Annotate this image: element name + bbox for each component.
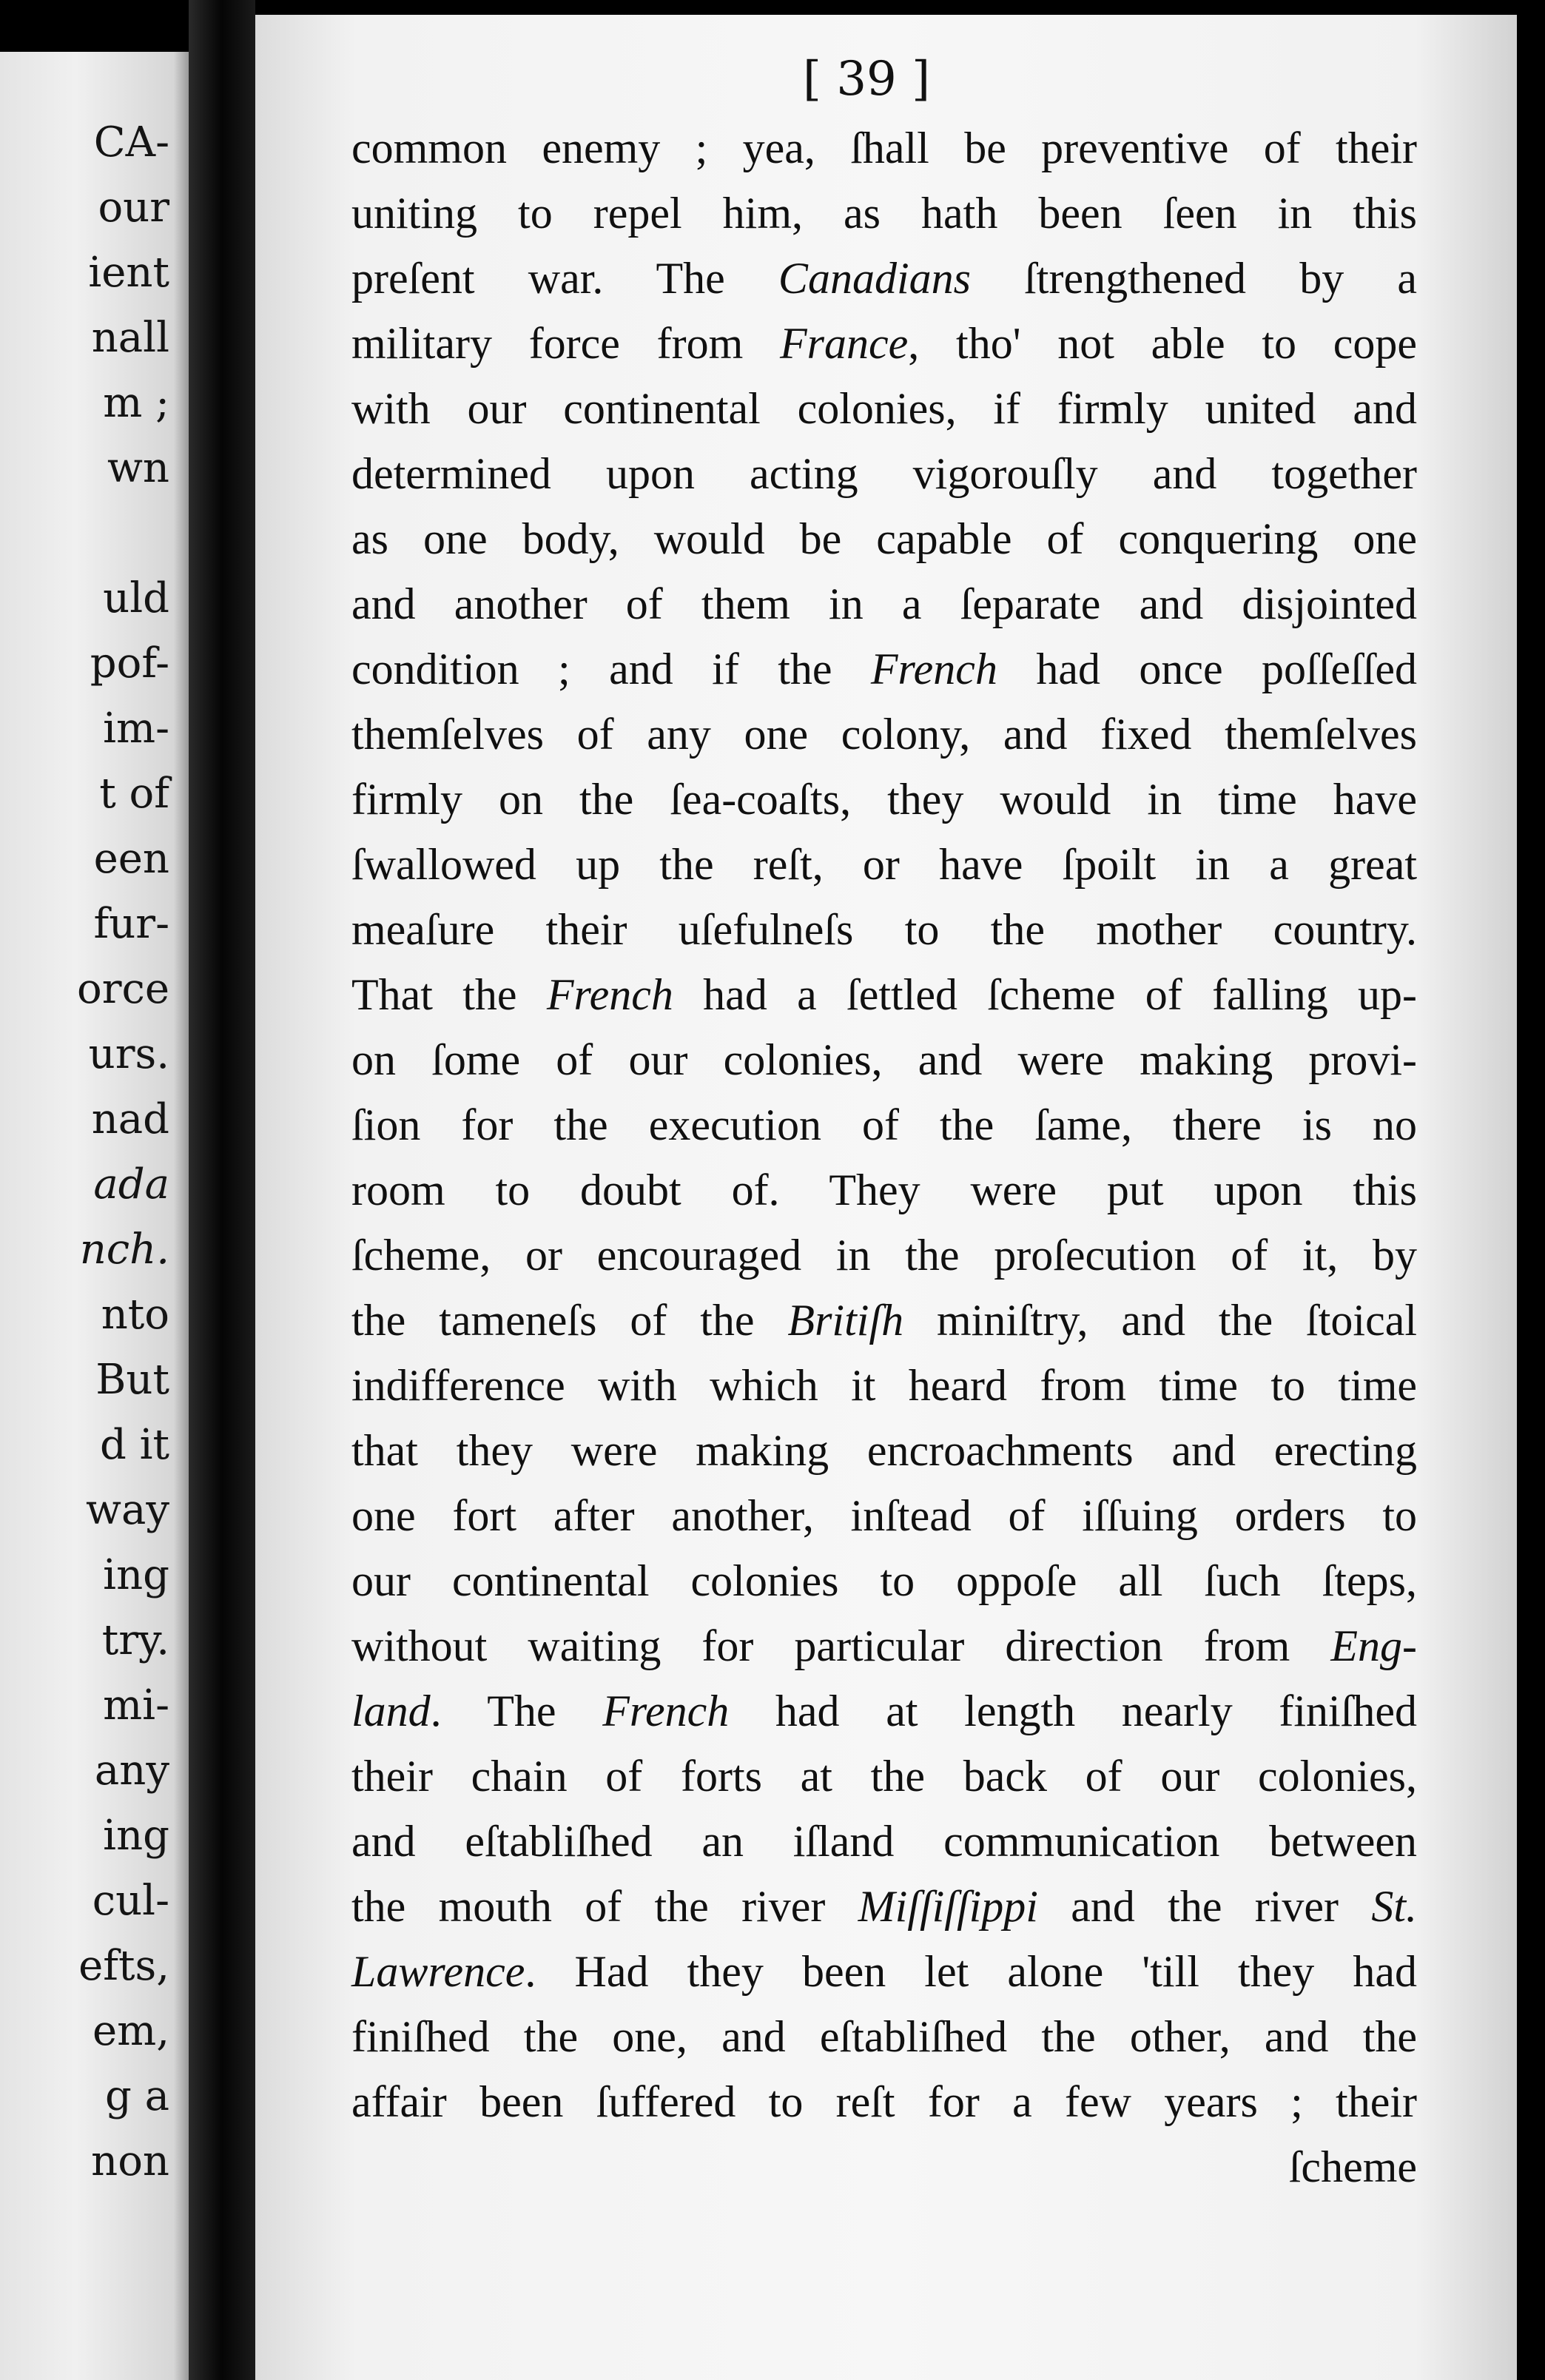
left-page-fragment: any (94, 1747, 169, 1795)
book-gutter (189, 0, 255, 2380)
text-run: firmly on the ſea-coaſts, they would in time have (351, 775, 1417, 824)
text-run: and another of them in a ſeparate and disjointed (351, 579, 1417, 628)
left-page-fragment: nall (91, 314, 169, 362)
text-line (351, 254, 1417, 303)
text-run: indifference with which it heard from time to time (351, 1361, 1417, 1410)
italic-run: St. (1371, 1882, 1417, 1931)
text-line (351, 1752, 1417, 1801)
text-run: , tho' not able to cope (908, 319, 1417, 368)
left-page-fragment: uld (103, 574, 169, 622)
page-number: [ 39 ] (803, 52, 931, 107)
text-line (351, 451, 1417, 496)
text-line (351, 321, 1417, 366)
text-line (351, 2014, 1417, 2059)
text-line (351, 710, 1417, 759)
text-run: on ſome of our colonies, and were making provi- (351, 1035, 1417, 1084)
text-run: That the (351, 970, 547, 1019)
text-run: with our continental colonies, if firmly united and (351, 384, 1417, 433)
left-page-fragment: ing (103, 1551, 169, 1599)
text-run: their chain of forts at the back of our colonies, (351, 1752, 1417, 1801)
left-page-fragment: em, (92, 2007, 169, 2055)
text-line (351, 189, 1417, 238)
italic-run: French (870, 645, 997, 693)
text-run: ſcheme, or encouraged in the proſecution of it, by (351, 1231, 1417, 1280)
left-page-fragment: urs. (88, 1030, 169, 1078)
left-page-fragment: mi- (103, 1681, 169, 1729)
text-line (351, 1817, 1417, 1866)
text-run: ſtrengthened by a (970, 254, 1417, 303)
left-page-fragment: ient (88, 249, 169, 297)
italic-run: Miſſiſſippi (858, 1882, 1038, 1931)
text-run: meaſure their uſefulneſs to the mother country. (351, 905, 1417, 954)
text-line (351, 1949, 1417, 1994)
text-line (351, 2077, 1417, 2126)
text-line (351, 2142, 1417, 2191)
left-page-fragment: cul- (92, 1877, 169, 1925)
left-page-fragment: fur- (93, 900, 169, 948)
text-line (351, 1363, 1417, 1408)
text-line (351, 842, 1417, 887)
text-run: military force from (351, 319, 781, 368)
text-line (351, 1168, 1417, 1212)
left-page-fragment: non (91, 2137, 169, 2185)
left-page-fragment: pof- (90, 639, 169, 688)
text-run: ſion for the execution of the ſame, there is no (351, 1100, 1417, 1149)
text-line (351, 1296, 1417, 1345)
left-page-fragment: way (86, 1486, 169, 1534)
italic-run: France (780, 319, 909, 368)
left-page-fragment: our (98, 184, 169, 232)
text-line (351, 647, 1417, 691)
italic-run: Britiſh (787, 1296, 904, 1345)
text-run: that they were making encroachments and erecting (351, 1426, 1417, 1475)
text-run: preſent war. The (351, 254, 778, 303)
italic-run: Canadians (778, 254, 971, 303)
left-page-fragment: But (95, 1356, 169, 1404)
text-run: the tameneſs of the (351, 1296, 788, 1345)
text-run: miniſtry, and the ſtoical (903, 1296, 1417, 1345)
left-facing-page (0, 52, 189, 2380)
text-run: . Had they been let alone 'till they had (525, 1947, 1417, 1996)
italic-run: French (546, 970, 673, 1019)
left-page-fragment: nto (101, 1291, 169, 1339)
text-run: finiſhed the one, and eſtabliſhed the other, and the (351, 2012, 1417, 2061)
text-line (351, 1428, 1417, 1473)
text-line (351, 907, 1417, 952)
text-line (351, 1689, 1417, 1733)
left-page-fragment: ada (93, 1160, 169, 1209)
text-line (351, 1035, 1417, 1084)
text-line (351, 1884, 1417, 1929)
left-page-fragment: g a (104, 2072, 169, 2120)
text-line (351, 514, 1417, 563)
text-run: without waiting for particular direction from (351, 1621, 1331, 1670)
text-run: ſwallowed up the reſt, or have ſpoilt in a great (351, 840, 1417, 889)
italic-run: Lawrence (351, 1947, 525, 1996)
left-page-fragment: t of (99, 770, 169, 818)
text-run: had a ſettled ſcheme of falling up- (673, 970, 1417, 1019)
text-run: as one body, would be capable of conquering one (351, 514, 1417, 563)
text-run: condition ; and if the (351, 645, 871, 693)
left-page-fragment: m ; (103, 379, 169, 427)
text-run: and the river (1037, 1882, 1372, 1931)
text-line (351, 1556, 1417, 1605)
text-line (351, 775, 1417, 824)
left-page-fragment: nad (91, 1095, 169, 1143)
left-page-fragment: d it (99, 1421, 169, 1469)
left-page-fragment: ing (103, 1812, 169, 1860)
text-run: ſcheme (1288, 2142, 1417, 2191)
text-run: our continental colonies to oppoſe all ſuch ſteps, (351, 1556, 1417, 1605)
left-page-fragment: orce (77, 965, 169, 1013)
text-line (351, 1493, 1417, 1538)
left-page-fragment: wn (107, 444, 169, 492)
right-page (255, 15, 1517, 2380)
text-run: determined upon acting vigorouſly and together (351, 449, 1417, 498)
text-line (351, 579, 1417, 628)
text-line (351, 126, 1417, 170)
text-run: had once poſſeſſed (997, 645, 1417, 693)
left-page-fragment: nch. (79, 1226, 169, 1274)
text-run: had at length nearly finiſhed (729, 1687, 1418, 1735)
text-run: room to doubt of. They were put upon this (351, 1166, 1417, 1214)
italic-run: Eng- (1330, 1621, 1417, 1670)
left-page-fragment: try. (101, 1616, 169, 1664)
left-page-fragment: een (93, 835, 169, 883)
text-line (351, 386, 1417, 431)
left-page-fragment: CA- (93, 118, 169, 167)
text-run: uniting to repel him, as hath been ſeen in this (351, 189, 1417, 238)
text-run: common enemy ; yea, ſhall be preventive of their (351, 124, 1417, 172)
text-line (351, 1621, 1417, 1670)
text-line (351, 972, 1417, 1017)
italic-run: land (351, 1687, 431, 1735)
text-line (351, 1100, 1417, 1149)
text-run: one fort after another, inſtead of iſſuing orders to (351, 1491, 1417, 1540)
text-run: . The (430, 1687, 603, 1735)
italic-run: French (602, 1687, 730, 1735)
text-run: and eſtabliſhed an iſland communication between (351, 1817, 1417, 1866)
text-run: themſelves of any one colony, and fixed themſelves (351, 710, 1417, 759)
left-page-fragment: efts, (78, 1942, 169, 1990)
text-run: affair been ſuffered to reſt for a few years ; their (351, 2077, 1417, 2126)
left-page-fragment: im- (103, 705, 169, 753)
text-run: the mouth of the river (351, 1882, 858, 1931)
text-line (351, 1231, 1417, 1280)
